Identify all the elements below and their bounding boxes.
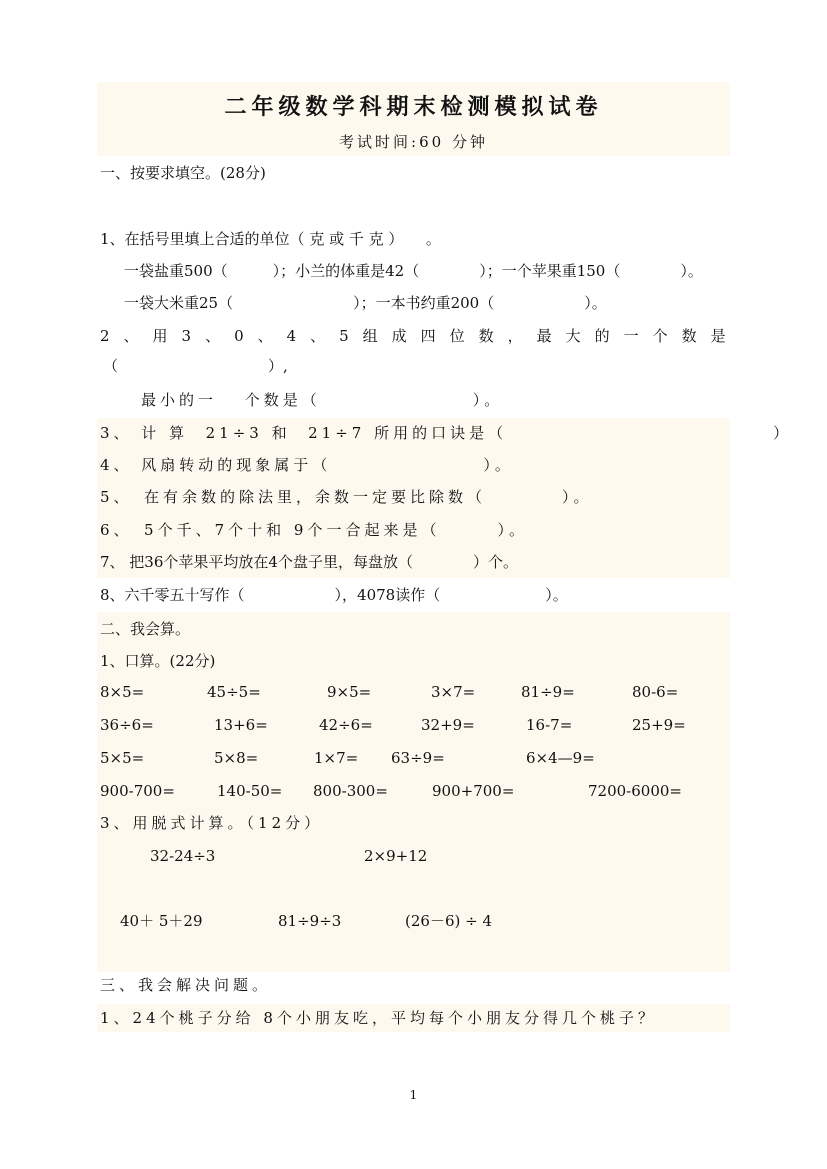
question-8: 8、六千零五十写作（ ），4078读作（ ）。 [100,586,568,604]
question-3: 3、 计 算 21÷3 和 21÷7 所用的口诀是（ ） [100,424,793,442]
oral-problem: 25+9= [632,716,686,734]
question-1: 1、在括号里填上合适的单位（ 克 或 千 克 ） 。 [100,230,441,248]
q2-part: 、 [123,327,139,345]
word-problem-1: 1、24个桃子分给 8个小朋友吃，平均每个小朋友分得几个桃子？ [100,1009,657,1027]
step-problem: 81÷9÷3 [278,912,342,930]
oral-problem: 900+700= [432,782,515,800]
q2-part: 成 [391,327,407,345]
q2-part: 位 [449,327,465,345]
oral-problem: 36÷6= [100,716,154,734]
step-calc-heading: 3、用脱式计算。（12分） [100,814,324,832]
step-problem: (26－6) ÷ 4 [405,912,492,930]
question-2-line3: 最小的一 个数是（ ）。 [141,391,504,409]
question-7: 7、 把36个苹果平均放在4个盘子里，每盘放（ ）个。 [100,553,518,571]
question-5: 5、 在有余数的除法里，余数一定要比除数（ ）。 [100,488,593,506]
oral-problem: 3×7= [431,683,476,701]
q2-part: 的 [594,327,610,345]
question-2-line2: （ ）, [103,357,288,375]
q2-part: 5 [339,327,349,345]
q2-part: 数 [681,327,697,345]
question-1-line1: 一袋盐重500（ ）；小兰的体重是42（ ）；一个苹果重150（ ）。 [124,262,703,280]
oral-problem: 63÷9= [391,749,445,767]
section3-heading: 三、我会解决问题。 [100,976,272,994]
q2-part: 3 [181,327,192,345]
oral-problem: 13+6= [214,716,268,734]
question-6: 6、 5个千、7个十和 9个一合起来是（ ）。 [100,521,528,539]
oral-problem: 16-7= [526,716,573,734]
oral-problem: 140-50= [217,782,283,800]
q2-part: 数 [478,327,494,345]
oral-problem: 800-300= [313,782,388,800]
question-4: 4、 风扇转动的现象属于（ ）。 [100,456,514,474]
oral-problem: 42÷6= [319,716,373,734]
step-problem: 40＋ 5＋29 [120,912,203,930]
oral-problem: 9×5= [327,683,372,701]
q2-part: 、 [205,327,221,345]
page-number: 1 [409,1088,418,1102]
oral-problem: 5×5= [100,749,145,767]
q2-part: 组 [362,327,378,345]
oral-problem: 45÷5= [207,683,261,701]
exam-duration: 考试时间:60 分钟 [339,133,488,151]
q2-part: 一 [623,327,639,345]
q2-part: 4 [286,327,297,345]
oral-problem: 32+9= [421,716,475,734]
section2-heading: 二、我会算。 [100,620,191,638]
q2-part: 大 [565,327,581,345]
q2-part: 用 [152,327,168,345]
step-problem: 2×9+12 [364,847,428,865]
section1-heading: 一、按要求填空。(28分) [100,164,266,182]
q2-part: 个 [652,327,668,345]
oral-problem: 8×5= [100,683,145,701]
oral-problem: 81÷9= [521,683,575,701]
question-1-line2: 一袋大米重25（ ）；一本书约重200（ ）。 [124,294,607,312]
oral-problem: 5×8= [214,749,259,767]
q2-part: 、 [310,327,326,345]
q2-part: 2 [100,327,110,345]
q2-part: 是 [710,327,726,345]
q2-part: 0 [234,327,244,345]
oral-problem: 80-6= [632,683,679,701]
page-title: 二年级数学科期末检测模拟试卷 [224,94,603,120]
q2-part: 四 [420,327,436,345]
question-2 [100,326,726,346]
step-problem: 32-24÷3 [150,847,216,865]
q2-part: 、 [257,327,273,345]
q2-part: ， [507,327,523,345]
oral-problem: 900-700= [100,782,175,800]
oral-problem: 1×7= [314,749,359,767]
oral-problem: 6×4—9= [526,749,595,767]
oral-calc-heading: 1、口算。(22分) [100,652,216,670]
q2-part: 最 [536,327,552,345]
oral-problem: 7200-6000= [588,782,682,800]
